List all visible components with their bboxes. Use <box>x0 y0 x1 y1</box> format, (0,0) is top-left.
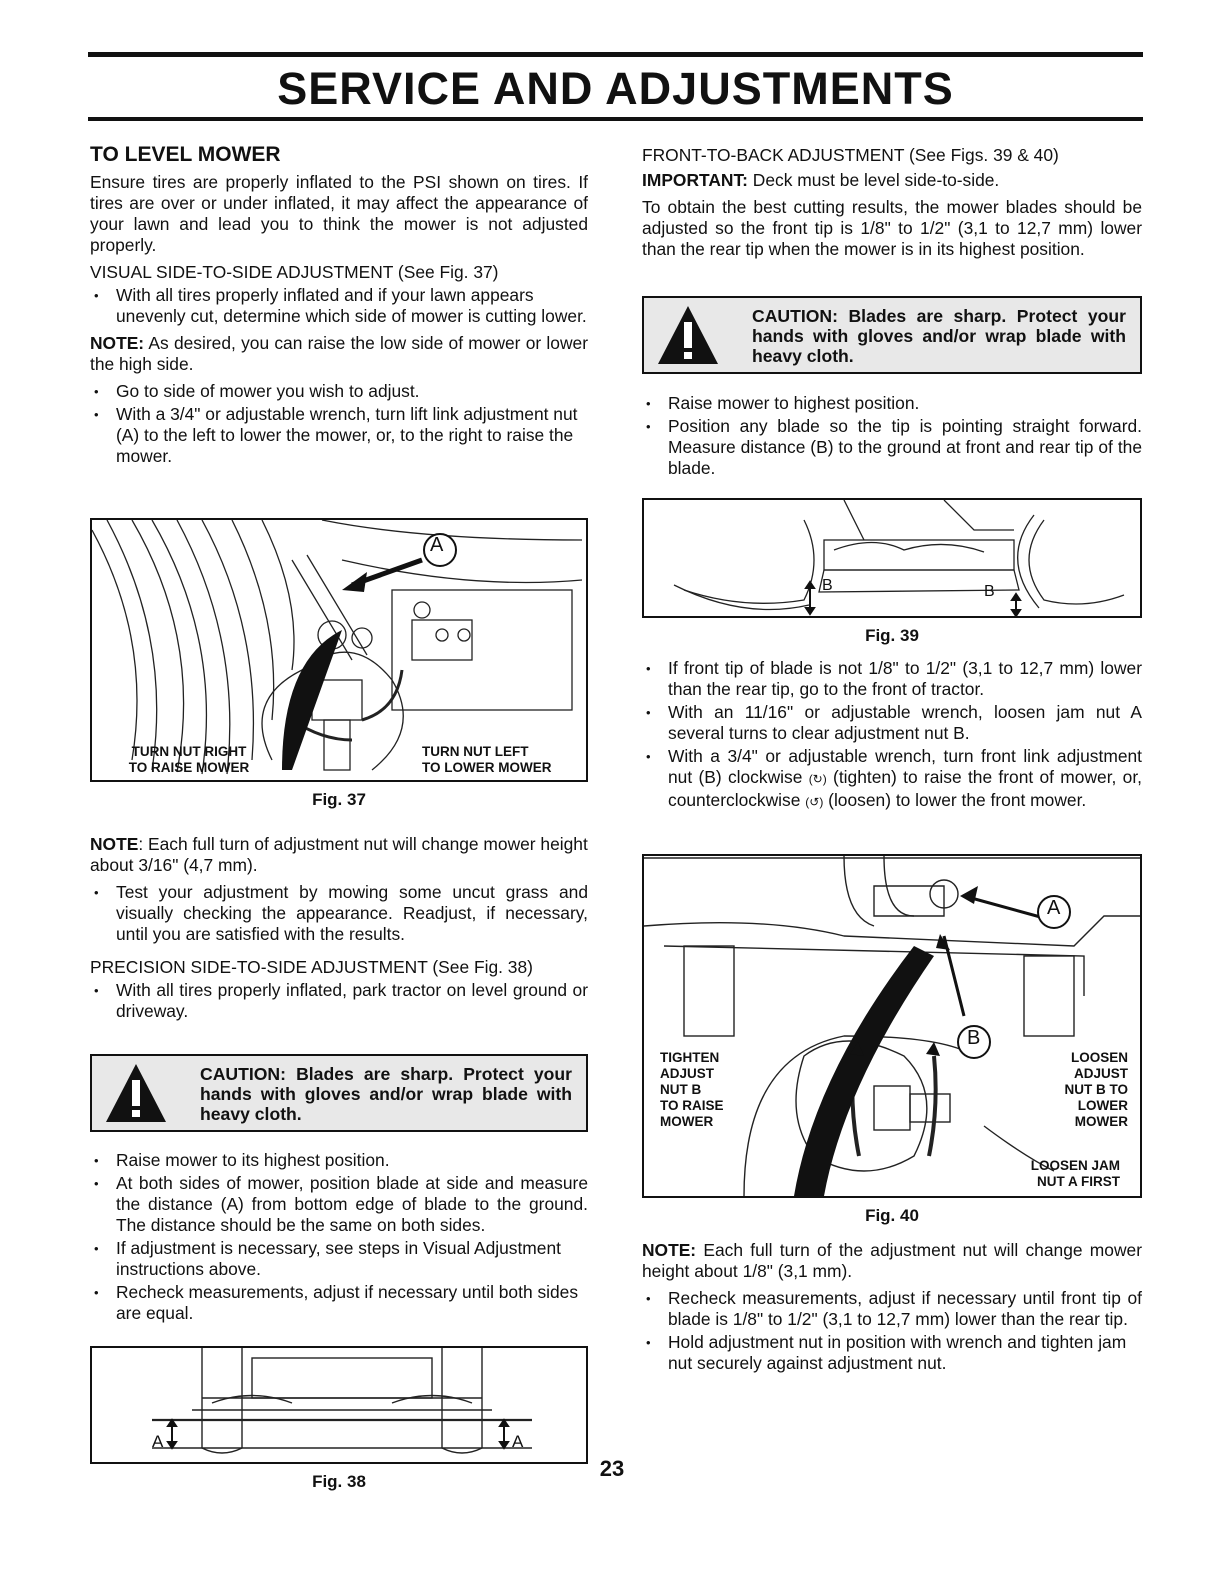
left-column-bottom <box>90 1150 588 1330</box>
list-item: • With an 11/16" or adjustable wrench, loosen jam nut A several turns to clear adjustment nut B. <box>642 702 1142 744</box>
list-item: • With a 3/4" or adjustable wrench, turn lift link adjustment nut (A) to the left to lower the mower, or, to the right to raise the mower. <box>90 404 588 467</box>
test-bullets <box>90 882 588 945</box>
clockwise-icon: (↻) <box>808 772 827 786</box>
figure-38 <box>90 1346 588 1464</box>
fig39-label-right: B <box>984 583 995 600</box>
list-item: • Raise mower to its highest position. <box>90 1150 588 1171</box>
list-item: • If adjustment is necessary, see steps in Visual Adjustment instructions above. <box>90 1238 588 1280</box>
list-item: • Position any blade so the tip is pointing straight forward. Measure distance (B) to the ground at front and rear tip of the blade. <box>642 416 1142 479</box>
figure-39 <box>642 498 1142 618</box>
figure-37 <box>90 518 588 782</box>
label-line: TO LOWER MOWER <box>422 760 552 775</box>
label-line: TURN NUT RIGHT <box>131 744 247 759</box>
list-item: • With all tires properly inflated and if your lawn appears unevenly cut, determine which side of mower is cutting lower. <box>90 285 588 327</box>
final-bullets <box>642 1288 1142 1374</box>
fig40-tighten-label <box>660 1050 780 1130</box>
label-line: TO RAISE <box>660 1098 724 1113</box>
fig40-loosen-label <box>1008 1050 1128 1130</box>
list-item: • At both sides of mower, position blade at side and measure the distance (A) from bottom edge of blade to the ground. The distance should be the same on both sides. <box>90 1173 588 1236</box>
label-line: MOWER <box>1074 1114 1128 1129</box>
right-column-middle <box>642 658 1142 819</box>
note-label: NOTE: <box>642 1240 697 1260</box>
label-line: LOOSEN <box>1070 1050 1128 1065</box>
note-text: As desired, you can raise the low side of mower or lower the high side. <box>90 333 588 374</box>
section-heading: TO LEVEL MOWER <box>90 143 281 166</box>
warning-icon <box>104 1062 168 1124</box>
figure-40 <box>642 854 1142 1198</box>
label-line: MOWER <box>660 1114 714 1129</box>
fig39-label-left: B <box>822 577 833 594</box>
list-item <box>642 746 1142 813</box>
warning-icon <box>656 304 720 366</box>
label-line: ADJUST <box>1073 1066 1128 1081</box>
list-item: • If front tip of blade is not 1/8" to 1/2" (3,1 to 12,7 mm) lower than the rear tip, go to the front of tractor. <box>642 658 1142 700</box>
figure-37-drawing <box>92 520 586 780</box>
counterclockwise-icon: (↺) <box>805 795 824 809</box>
note-text: Each full turn of the adjustment nut will change mower height about 1/8" (3,1 mm). <box>642 1240 1142 1281</box>
important-text: Deck must be level side-to-side. <box>752 170 1000 190</box>
precision-heading: PRECISION SIDE-TO-SIDE ADJUSTMENT (See Fig. 38) <box>90 957 533 977</box>
bullet-text: With a 3/4" or adjustable wrench, turn front link adjustment nut (B) clockwise <box>668 746 1142 787</box>
header-top-rule <box>88 52 1143 57</box>
list-item: • Test your adjustment by mowing some uncut grass and visually checking the appearance. Readjust, if necessary, until you are satisfied with the results. <box>90 882 588 945</box>
label-line: NUT B TO <box>1064 1082 1128 1097</box>
right-column-bottom <box>642 1240 1142 1380</box>
intro-paragraph: Ensure tires are properly inflated to the PSI shown on tires. If tires are over or under inflated, it may affect the appearance of your lawn and lead you to think the mower is not adjusted properly. <box>90 172 588 255</box>
caution-text: CAUTION: Blades are sharp. Protect your hands with gloves and/or wrap blade with heavy cloth. <box>200 1064 572 1124</box>
blade-bullets <box>642 393 1142 479</box>
fig40-caption: Fig. 40 <box>865 1206 919 1225</box>
caution-text: CAUTION: Blades are sharp. Protect your hands with gloves and/or wrap blade with heavy cloth. <box>752 306 1126 366</box>
caution-box-left <box>90 1054 588 1132</box>
list-item: • Hold adjustment nut in position with wrench and tighten jam nut securely against adjustment nut. <box>642 1332 1142 1374</box>
fig40-jam-label <box>980 1158 1120 1190</box>
figure-39-drawing <box>644 500 1140 616</box>
fig38-label-right: A <box>512 1432 524 1451</box>
note-2 <box>90 834 588 876</box>
left-column-top <box>90 142 588 473</box>
right-column-steps <box>642 393 1142 485</box>
page-number: 23 <box>599 1456 625 1481</box>
left-column-middle <box>90 834 588 1028</box>
label-line: NUT A FIRST <box>1037 1174 1120 1189</box>
note-label: NOTE: <box>90 333 145 353</box>
visual-bullets <box>90 285 588 327</box>
caution-box-right <box>642 296 1142 374</box>
list-item: • Recheck measurements, adjust if necessary until both sides are equal. <box>90 1282 588 1324</box>
fig37-caption: Fig. 37 <box>312 790 366 809</box>
bullet-text: (loosen) to lower the front mower. <box>828 790 1087 810</box>
visual-heading: VISUAL SIDE-TO-SIDE ADJUSTMENT (See Fig. 37) <box>90 262 499 282</box>
label-line: TO RAISE MOWER <box>128 760 250 775</box>
label-line: TURN NUT LEFT <box>422 744 529 759</box>
adjust-bullets <box>90 381 588 467</box>
label-line: NUT B <box>660 1082 702 1097</box>
important-label: IMPORTANT: <box>642 170 748 190</box>
note-label: NOTE <box>90 834 139 854</box>
list-item: • Recheck measurements, adjust if necessary until front tip of blade is 1/8" to 1/2" (3,1 to 12,7 mm) lower than the rear tip. <box>642 1288 1142 1330</box>
list-item: • Raise mower to highest position. <box>642 393 1142 414</box>
label-line: ADJUST <box>660 1066 715 1081</box>
fig40-label-b: B <box>967 1027 981 1049</box>
fig37-raise-label <box>114 744 264 776</box>
list-item: • With all tires properly inflated, park tractor on level ground or driveway. <box>90 980 588 1022</box>
figure-40-drawing <box>644 856 1140 1196</box>
label-line: LOOSEN JAM <box>1030 1158 1120 1173</box>
fig38-label-left: A <box>152 1432 164 1451</box>
page-title: SERVICE AND ADJUSTMENTS <box>277 63 954 114</box>
bullet-text: (tighten) to raise the front of mower, or, counterclockwise <box>668 767 1142 810</box>
fig40-label-a: A <box>1047 897 1061 919</box>
note-1 <box>90 333 588 375</box>
note-text: : Each full turn of adjustment nut will change mower height about 3/16" (4,7 mm). <box>90 834 588 875</box>
right-column-top <box>642 145 1142 266</box>
precision-steps <box>90 1150 588 1324</box>
header-bottom-rule <box>88 117 1143 121</box>
label-line: LOWER <box>1077 1098 1128 1113</box>
label-line: TIGHTEN <box>660 1050 720 1065</box>
cutting-paragraph: To obtain the best cutting results, the mower blades should be adjusted so the front tip is 1/8" to 1/2" (3,1 to 12,7 mm) lower than the rear tip when the mower is in its highest position. <box>642 197 1142 259</box>
fig39-caption: Fig. 39 <box>865 626 919 645</box>
list-item: • Go to side of mower you wish to adjust. <box>90 381 588 402</box>
note-3 <box>642 1240 1142 1282</box>
fig37-label-a: A <box>430 534 444 556</box>
front-tip-bullets <box>642 658 1142 813</box>
fig38-caption: Fig. 38 <box>312 1472 366 1491</box>
front-back-heading: FRONT-TO-BACK ADJUSTMENT (See Figs. 39 & 40) <box>642 145 1059 165</box>
important-note <box>642 170 1142 191</box>
precision-bullets <box>90 980 588 1022</box>
fig37-lower-label <box>422 744 582 776</box>
